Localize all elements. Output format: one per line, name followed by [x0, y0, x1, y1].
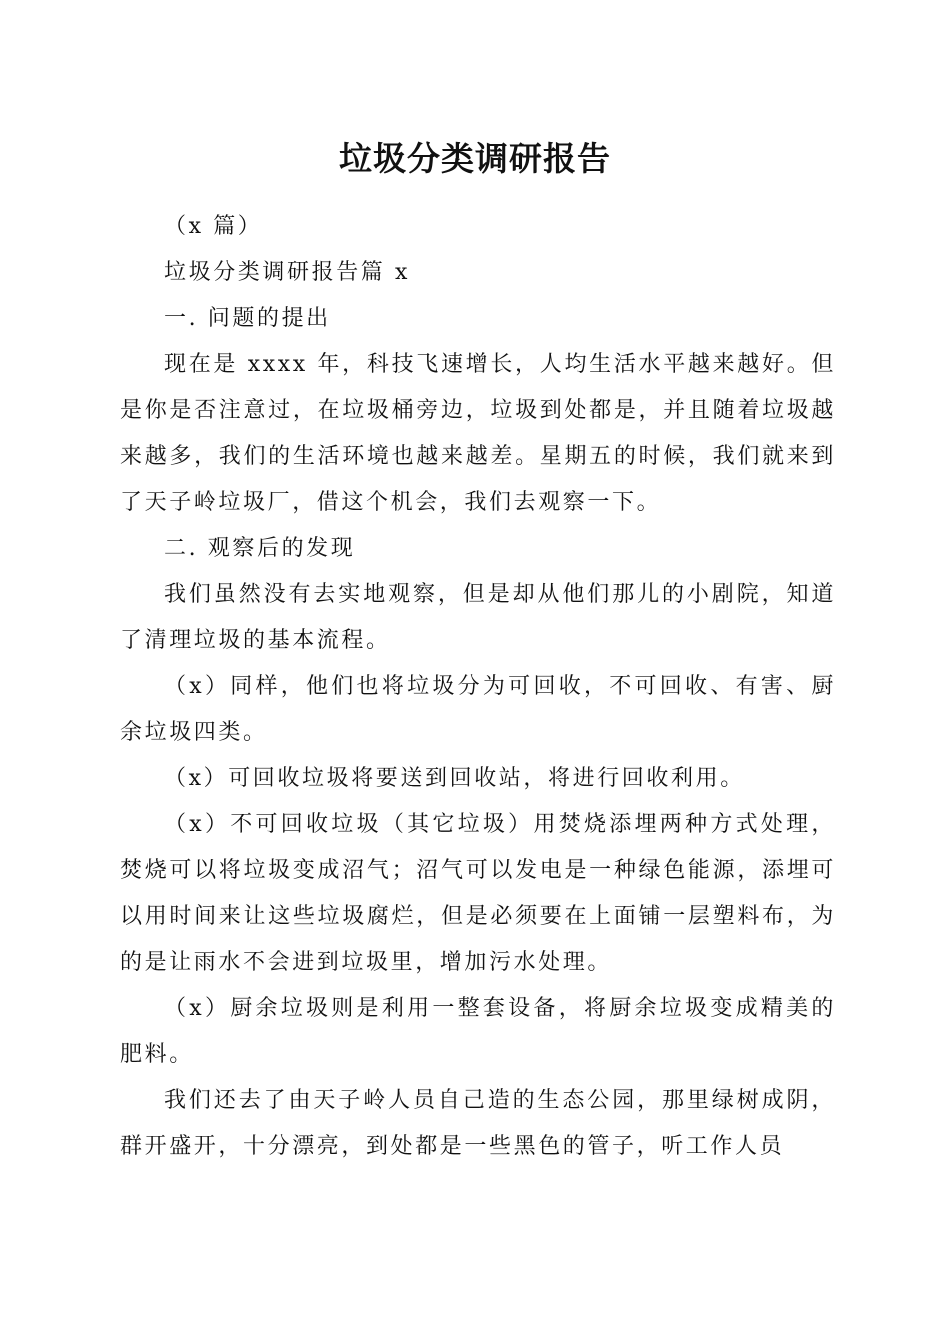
paragraph-eco-park: 我们还去了由天子岭人员自己造的生态公园，那里绿树成阴，群开盛开，十分漂亮，到处都是一些黑色的管子，听工作人员	[120, 1088, 836, 1159]
document-title: 垃圾分类调研报告	[339, 139, 611, 178]
paragraph-intro: 现在是 xxxx 年，科技飞速增长，人均生活水平越来越好。但是你是否注意过，在垃圾桶旁边，垃圾到处都是，并且随着垃圾越来越多，我们的生活环境也越来越差。星期五的时候，我们就来到了天子岭垃圾厂，借这个机会，我们去观察一下。	[120, 352, 836, 515]
paragraph-findings: 我们虽然没有去实地观察，但是却从他们那儿的小剧院，知道了清理垃圾的基本流程。	[120, 582, 836, 653]
list-item-categories: （x）同样，他们也将垃圾分为可回收，不可回收、有害、厨余垃圾四类。	[120, 674, 836, 745]
heading-findings: 二. 观察后的发现	[164, 536, 356, 561]
document-body	[120, 204, 836, 1170]
list-item-kitchen-waste: （x）厨余垃圾则是利用一整套设备，将厨余垃圾变成精美的肥料。	[120, 996, 836, 1067]
heading-problem: 一. 问题的提出	[164, 306, 331, 331]
list-item-recyclable: （x）可回收垃圾将要送到回收站，将进行回收利用。	[164, 766, 745, 791]
paragraph-subtitle: （x 篇）	[164, 214, 263, 239]
paragraph-section-heading: 垃圾分类调研报告篇 x	[164, 260, 411, 285]
list-item-non-recyclable: （x）不可回收垃圾（其它垃圾）用焚烧添埋两种方式处理，焚烧可以将垃圾变成沼气；沼气可以发电是一种绿色能源，添埋可以用时间来让这些垃圾腐烂，但是必须要在上面铺一层塑料布，为的是让雨水不会进到垃圾里，增加污水处理。	[120, 812, 836, 975]
